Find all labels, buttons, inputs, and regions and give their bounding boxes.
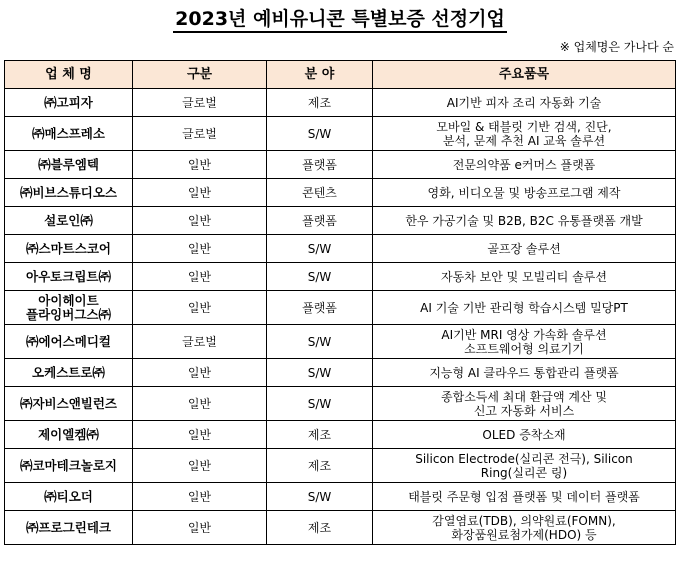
products-line: AI 기술 기반 관리형 학습시스템 밀당PT <box>420 300 628 315</box>
products-line: AI기반 MRI 영상 가속화 솔루션 <box>441 327 607 342</box>
cell-category: 일반 <box>133 263 267 291</box>
table-row <box>5 387 676 421</box>
table-row <box>5 117 676 151</box>
cell-company <box>5 325 133 359</box>
cell-category: 일반 <box>133 207 267 235</box>
table-row <box>5 483 676 511</box>
company-line: 아이헤이트 <box>38 292 99 308</box>
cell-products <box>373 151 676 179</box>
sort-note: ※ 업체명은 가나다 순 <box>559 40 674 54</box>
cell-category: 일반 <box>133 449 267 483</box>
table-row <box>5 449 676 483</box>
company-line: 오케스트로㈜ <box>32 364 105 380</box>
company-line: ㈜스마트스코어 <box>26 240 111 256</box>
cell-company <box>5 483 133 511</box>
products-line: Silicon Electrode(실리콘 전극), Silicon <box>415 451 633 466</box>
table-row <box>5 207 676 235</box>
cell-company <box>5 179 133 207</box>
products-line: OLED 증착소재 <box>482 427 566 442</box>
cell-products <box>373 207 676 235</box>
company-table <box>4 60 676 545</box>
cell-company <box>5 387 133 421</box>
company-line: ㈜고피자 <box>44 94 93 110</box>
cell-category: 일반 <box>133 291 267 325</box>
cell-field: S/W <box>267 117 373 151</box>
header-field: 분 야 <box>267 61 373 89</box>
products-line: 태블릿 주문형 입점 플랫폼 및 데이터 플랫폼 <box>408 489 640 504</box>
cell-products <box>373 235 676 263</box>
cell-category: 글로벌 <box>133 117 267 151</box>
cell-products <box>373 511 676 545</box>
products-line: 골프장 솔루션 <box>487 241 561 256</box>
cell-products <box>373 449 676 483</box>
cell-field: 플랫폼 <box>267 207 373 235</box>
company-line: 플라잉버그스㈜ <box>26 306 111 322</box>
company-line: 제이엘켐㈜ <box>38 426 99 442</box>
cell-field: 콘텐츠 <box>267 179 373 207</box>
cell-field: S/W <box>267 483 373 511</box>
cell-field: 제조 <box>267 421 373 449</box>
cell-field: 플랫폼 <box>267 291 373 325</box>
cell-company <box>5 421 133 449</box>
table-row <box>5 235 676 263</box>
cell-products <box>373 263 676 291</box>
cell-category: 일반 <box>133 511 267 545</box>
products-line: 전문의약품 e커머스 플랫폼 <box>452 157 596 172</box>
company-line: 설로인㈜ <box>44 212 93 228</box>
cell-category: 글로벌 <box>133 325 267 359</box>
cell-products <box>373 421 676 449</box>
cell-category: 일반 <box>133 421 267 449</box>
header-products: 주요품목 <box>373 61 676 89</box>
products-line: 모바일 & 태블릿 기반 검색, 진단, <box>436 119 612 134</box>
title-text: 2023년 예비유니콘 특별보증 선정기업 <box>173 8 507 33</box>
products-line: AI기반 피자 조리 자동화 기술 <box>446 95 602 110</box>
table-header-row <box>5 61 676 89</box>
products-line: 감열염료(TDB), 의약원료(FOMN), <box>432 513 616 528</box>
cell-field: 플랫폼 <box>267 151 373 179</box>
table-row <box>5 325 676 359</box>
products-line: 종합소득세 최대 환급액 계산 및 <box>441 389 607 404</box>
table-row <box>5 291 676 325</box>
cell-category: 일반 <box>133 387 267 421</box>
cell-field: 제조 <box>267 511 373 545</box>
cell-products <box>373 89 676 117</box>
company-line: ㈜에어스메디컬 <box>26 333 111 349</box>
products-line: 신고 자동화 서비스 <box>473 403 575 418</box>
document-title <box>0 4 680 31</box>
cell-category: 일반 <box>133 179 267 207</box>
company-line: ㈜코마테크놀로지 <box>19 457 118 473</box>
cell-company <box>5 207 133 235</box>
header-category: 구분 <box>133 61 267 89</box>
cell-company <box>5 359 133 387</box>
products-line: 화장품원료첨가제(HDO) 등 <box>451 527 597 542</box>
cell-company <box>5 151 133 179</box>
cell-field: S/W <box>267 263 373 291</box>
company-line: ㈜자비스앤빌런즈 <box>19 395 118 411</box>
cell-products <box>373 325 676 359</box>
company-line: 아우토크립트㈜ <box>26 268 111 284</box>
cell-company <box>5 291 133 325</box>
products-line: 한우 가공기술 및 B2B, B2C 유통플랫폼 개발 <box>405 213 643 228</box>
table-row <box>5 89 676 117</box>
cell-field: S/W <box>267 387 373 421</box>
products-line: 분석, 문제 추천 AI 교육 솔루션 <box>442 133 606 148</box>
company-line: ㈜티오더 <box>44 488 93 504</box>
products-line: 영화, 비디오물 및 방송프로그램 제작 <box>427 185 621 200</box>
cell-products <box>373 117 676 151</box>
cell-field: S/W <box>267 235 373 263</box>
company-line: ㈜매스프레소 <box>32 125 105 141</box>
cell-company <box>5 263 133 291</box>
cell-company <box>5 511 133 545</box>
table-row <box>5 421 676 449</box>
company-line: ㈜블루엠텍 <box>38 156 99 172</box>
cell-field: S/W <box>267 359 373 387</box>
products-line: 소프트웨어형 의료기기 <box>464 341 584 356</box>
cell-field: 제조 <box>267 89 373 117</box>
cell-products <box>373 291 676 325</box>
cell-field: 제조 <box>267 449 373 483</box>
cell-company <box>5 449 133 483</box>
products-line: 자동차 보안 및 모빌리티 솔루션 <box>441 269 607 284</box>
cell-company <box>5 117 133 151</box>
cell-field: S/W <box>267 325 373 359</box>
table-body <box>5 89 676 545</box>
header-company: 업 체 명 <box>5 61 133 89</box>
cell-category: 글로벌 <box>133 89 267 117</box>
table-row <box>5 179 676 207</box>
cell-products <box>373 387 676 421</box>
company-line: ㈜프로그린테크 <box>26 519 111 535</box>
cell-category: 일반 <box>133 483 267 511</box>
products-line: Ring(실리콘 링) <box>480 465 568 480</box>
cell-category: 일반 <box>133 359 267 387</box>
company-line: ㈜비브스튜디오스 <box>19 184 118 200</box>
cell-category: 일반 <box>133 151 267 179</box>
table-row <box>5 263 676 291</box>
cell-products <box>373 483 676 511</box>
cell-category: 일반 <box>133 235 267 263</box>
cell-products <box>373 359 676 387</box>
products-line: 지능형 AI 클라우드 통합관리 플랫폼 <box>429 365 619 380</box>
table-row <box>5 151 676 179</box>
cell-company <box>5 235 133 263</box>
table-row <box>5 359 676 387</box>
cell-products <box>373 179 676 207</box>
cell-company <box>5 89 133 117</box>
table-row <box>5 511 676 545</box>
